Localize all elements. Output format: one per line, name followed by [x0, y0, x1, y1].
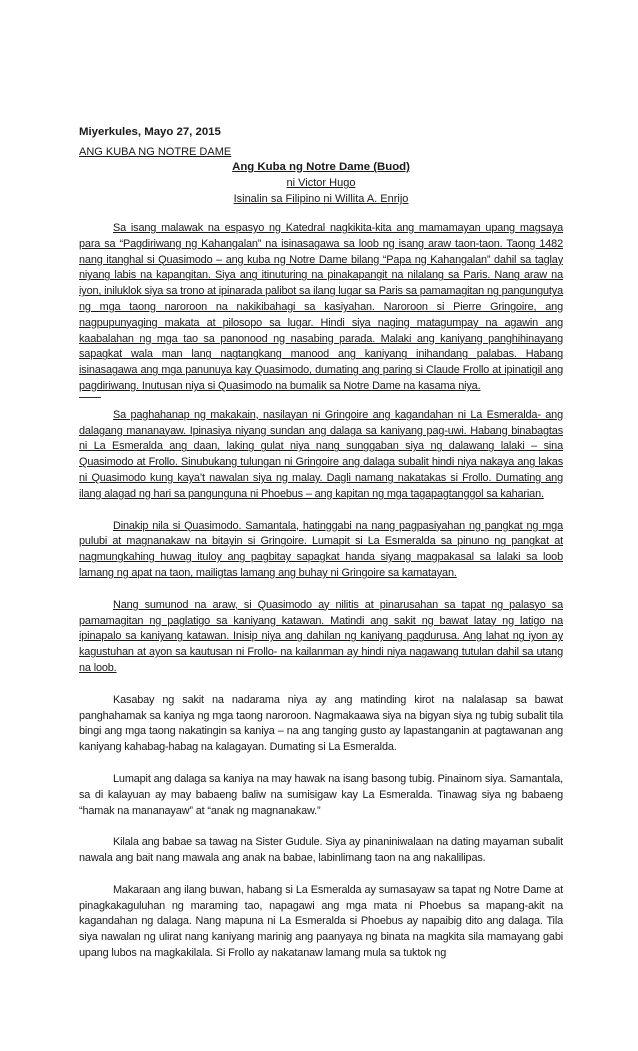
paragraph-4: Nang sumunod na araw, si Quasimodo ay nilitis at pinarusahan sa tapat ng palasyo sa pamamagitan ng paglatigo sa kaniyang katawan. Matindi ang sakit ng bawat latay ng latigo na ipinapalo sa kaniyang katawan. Inisip niya ang dahilan ng kaniyang pagdurusa. Ang lahat ng iyon ay kagustuhan at ayon sa kautusan ni Frollo- na kailanman ay hindi niya nagawang tutulan dahil sa utang na loob.: [79, 598, 563, 674]
paragraph-7: Kilala ang babae sa tawag na Sister Gudule. Siya ay pinaniniwalaan na dating mayaman subalit nawala ang bait nang mawala ang anak na babae, labinlimang taon na ang nakalilipas.: [79, 836, 563, 865]
paragraph-5: Kasabay ng sakit na nadarama niya ay ang matinding kirot na nalalasap sa bawat panghahamak sa kaniya ng mga taong naroroon. Nagmakaawa siya na bigyan siya ng tubig subalit tila bingi ang mga taong nakatingin sa kaniya – na ang tanging gusto ay lapastanganin at pagtawanan ang kaniyang kahabag-habag na kalagayan. Dumating si La Esmeralda.: [79, 693, 563, 754]
paragraph-6: Lumapit ang dalaga sa kaniya na may hawak na isang basong tubig. Pinainom siya. Samantala, sa di kalayuan ay may babaeng baliw na sumisigaw kay La Esmeralda. Tinawag siya ng babaeng “hamak na mananayaw” at “anak ng magnanakaw.”: [79, 772, 563, 817]
paragraph-1: Sa isang malawak na espasyo ng Katedral nagkikita-kita ang mamamayan upang magsaya para sa “Pagdiriwang ng Kahangalan” na isinasagawa sa loob ng isang araw taon-taon. Taong 1482 nang itanghal si Quasimodo – ang kuba ng Notre Dame bilang “Papa ng Kahangalan” dahil sa taglay niyang labis na kapangitan. Siya ang itinuturing na pinakapangit na nilalang sa Paris. Nang araw na iyon, iniluklok siya sa trono at ipinarada palibot sa ilang lugar sa Paris sa pamamagitan ng pangungutya ng mga taong naroroon na nakikibahagi sa kasiyahan. Naroroon si Pierre Gringoire, ang nagpupunyaging makata at pilosopo sa lugar. Hindi siya naging matagumpay na agawin ang kaabalahan ng mga tao sa panonood ng nasabing parada. Malaki ang kaniyang panghihinayang sapagkat wala man lang nagtangkang manood ang kaniyang inihandang palabas. Habang isinasagawa ang mga panunuya kay Quasimodo, dumating ang paring si Claude Frollo at ipinatigil ang pagdiriwang. Inutusan niya si Quasimodo na bumalik sa Notre Dame na kasama niya.: [79, 222, 563, 392]
post-label: ANG KUBA NG NOTRE DAME: [79, 146, 232, 158]
paragraph-3: Dinakip nila si Quasimodo. Samantala, hatinggabi na nang pagpasiyahan ng pangkat ng mga pulubi at magnanakaw na bitayin si Gringoire. Lumapit si La Esmeralda sa pinuno ng pangkat at nagmungkahing huwag ituloy ang pagbitay sapagkat handa siyang magpakasal sa lalaki sa loob lamang ng apat na taon, mailigtas lamang ang buhay ni Gringoire sa kamatayan.: [79, 519, 563, 579]
document-page: [79, 124, 563, 962]
divider-rule: [79, 397, 101, 398]
paragraph-2: Sa paghahanap ng makakain, nasilayan ni Gringoire ang kagandahan ni La Esmeralda- ang dalagang mananayaw. Ipinasiya niyang sundan ang dalaga sa kaniyang pag-uwi. Habang binabagtas ni La Esmeralda ang daan, laking gulat niya nang sunggaban siya ng dalawang lalaki – sina Quasimodo at Frollo. Sinubukang tulungan ni Gringoire ang dalaga subalit hindi niya nakaya ang lakas ni Quasimodo kung kaya’t nawalan siya ng malay. Dagli namang nakatakas si Frollo. Dumating ang ilang alagad ng hari sa pangunguna ni Phoebus – ang kapitan ng mga tagapagtanggol sa kaharian.: [79, 408, 563, 500]
post-date: Miyerkules, Mayo 27, 2015: [79, 126, 221, 138]
document-title: Ang Kuba ng Notre Dame (Buod): [232, 161, 410, 173]
title-block: [79, 160, 563, 207]
author-line: ni Victor Hugo: [286, 177, 356, 189]
paragraph-8: Makaraan ang ilang buwan, habang si La Esmeralda ay sumasayaw sa tapat ng Notre Dame at pinagkakaguluhan ng maraming tao, napagawi ang mga mata ni Phoebus sa mapang-akit na kagandahan ng dalaga. Nang mapuna ni La Esmeralda si Phoebus ay napaibig dito ang dalaga. Tila siya nawalan ng ulirat nang kaniyang marinig ang paanyaya ng binata na magkita sila mamayang gabi upang lubos na magkakilala. Si Frollo ay nakatanaw lamang mula sa tuktok ng: [79, 883, 563, 960]
translator-line: Isinalin sa Filipino ni Willita A. Enrijo: [233, 193, 409, 205]
